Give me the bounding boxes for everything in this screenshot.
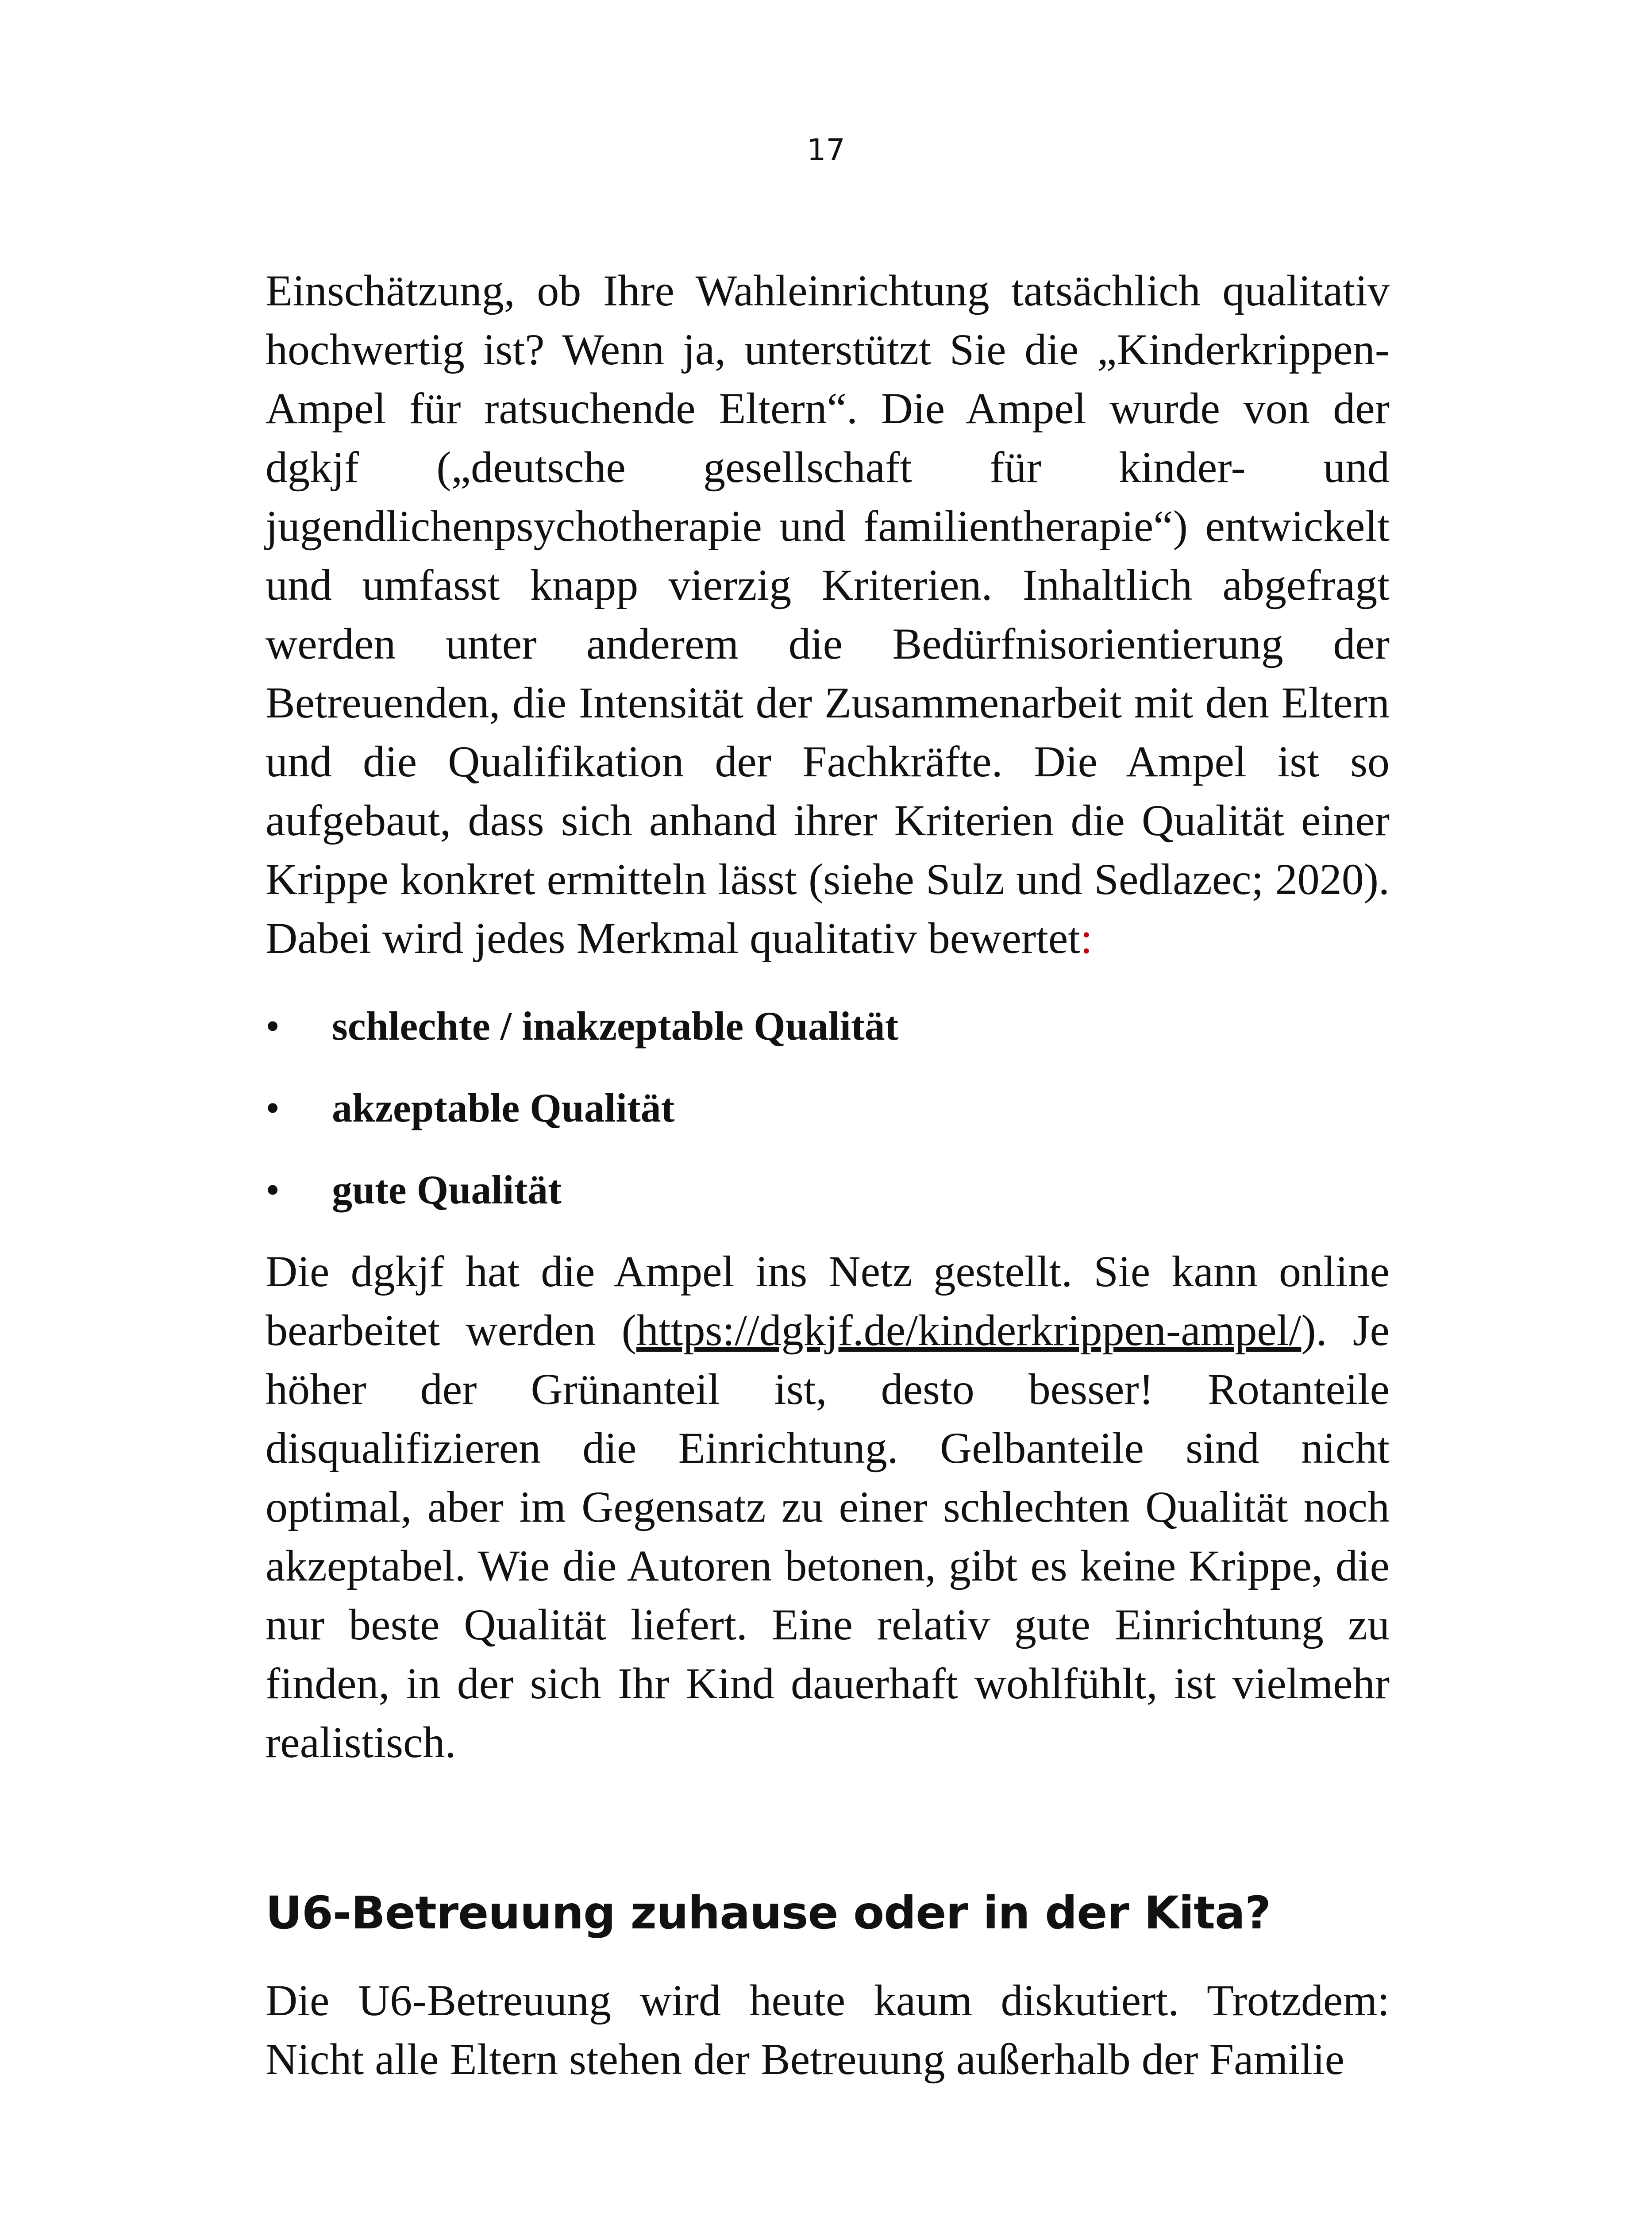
page-number: 17	[807, 133, 845, 168]
list-item	[266, 1149, 1390, 1231]
bullet-icon: •	[266, 1167, 280, 1212]
red-colon: :	[1080, 914, 1093, 963]
bullet-icon: •	[266, 1003, 280, 1049]
quality-level-acceptable: akzeptable Qualität	[332, 1085, 675, 1130]
ampel-paragraph-text-before: Die dgkjf hat die Ampel ins Netz gestellt. Sie kann online bearbeitet werden (	[266, 1247, 1390, 1355]
bullet-icon: •	[266, 1085, 280, 1130]
quality-levels-list	[266, 985, 1390, 1231]
list-item	[266, 985, 1390, 1067]
u6-paragraph: Die U6-Betreuung wird heute kaum diskutiert. Trotzdem: Nicht alle Eltern stehen der Betreuung außerhalb der Familie	[266, 1976, 1390, 2084]
quality-level-good: gute Qualität	[332, 1167, 562, 1212]
quality-level-poor: schlechte / inakzeptable Qualität	[332, 1003, 899, 1049]
intro-paragraph-text: Einschätzung, ob Ihre Wahleinrichtung tatsächlich qualitativ hochwertig ist? Wenn ja, unterstützt Sie die „Kinderkrippen-Ampel für ratsuchende Eltern“. Die Ampel wurde von der dgkjf („deutsche gesellschaft für kinder- und jugendlichenpsychotherapie und familientherapie“) entwickelt und umfasst knapp vierzig Kriterien. Inhaltlich abgefragt werden unter anderem die Bedürfnisorientierung der Betreuenden, die Intensität der Zusammenarbeit mit den Eltern und die Qualifikation der Fachkräfte. Die Ampel ist so aufgebaut, dass sich anhand ihrer Kriterien die Qualität einer Krippe konkret ermitteln lässt (siehe Sulz und Sedlazec; 2020). Dabei wird jedes Merkmal qualitativ bewertet	[266, 266, 1390, 963]
kinderkrippen-ampel-link[interactable]: https://dgkjf.de/kinderkrippen-ampel/	[636, 1306, 1302, 1355]
section-heading: U6-Betreuung zuhause oder in der Kita?	[266, 1887, 1271, 1939]
ampel-paragraph-text-after: ). Je höher der Grünanteil ist, desto besser! Rotanteile disqualifizieren die Einrichtung. Gelbanteile sind nicht optimal, aber im Gegensatz zu einer schlechten Qualität noch akzeptabel. Wie die Autoren betonen, gibt es keine Krippe, die nur beste Qualität liefert. Eine relativ gute Einrichtung zu finden, in der sich Ihr Kind dauerhaft wohlfühlt, ist vielmehr realistisch.	[266, 1306, 1390, 1767]
intro-paragraph	[266, 261, 1390, 968]
ampel-online-paragraph	[266, 1242, 1390, 1772]
list-item	[266, 1067, 1390, 1149]
page-content	[266, 261, 1390, 2089]
